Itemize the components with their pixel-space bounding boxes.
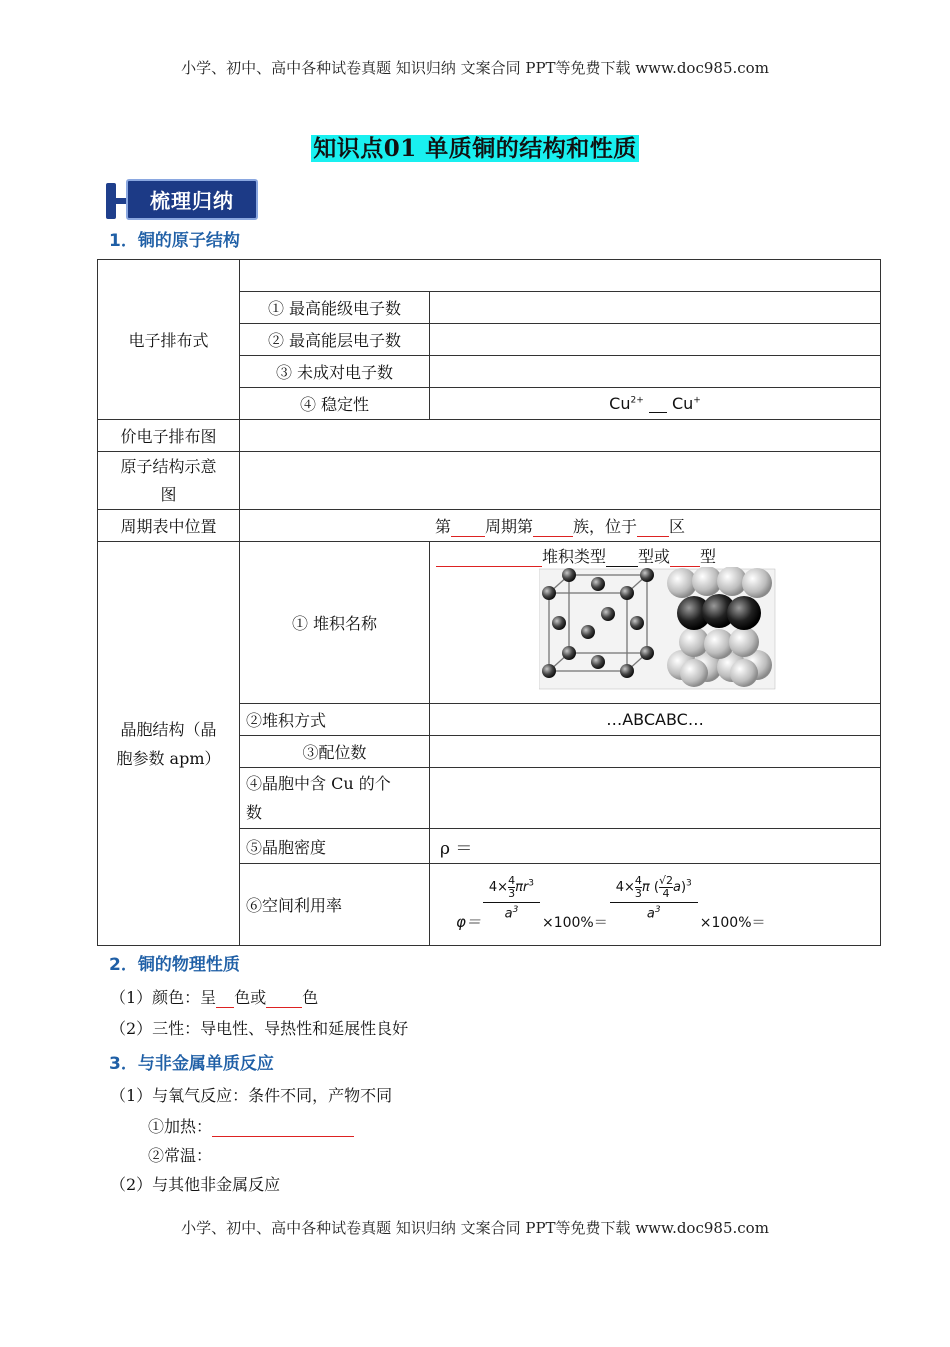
crystal-structure-label: 晶胞结构（晶 胞参数 apm） [98, 542, 240, 946]
unpaired-label: ③ 未成对电子数 [240, 356, 430, 388]
position-label: 周期表中位置 [98, 510, 240, 542]
page-footer: 小学、初中、高中各种试卷真题 知识归纳 文案合同 PPT等免费下载 www.doc985.com [181, 1219, 769, 1237]
highest-shell-value [430, 324, 881, 356]
three-properties-line: （2）三性：导电性、导热性和延展性良好 [110, 1019, 409, 1038]
cu-count-label: ④晶胞中含 Cu 的个 数 [240, 768, 430, 829]
stack-mode-label: ②堆积方式 [240, 704, 430, 736]
section2-heading: 2．铜的物理性质 [109, 955, 240, 975]
badge-label: 梳理归纳 [126, 179, 258, 220]
atomic-structure-table [97, 259, 881, 946]
position-value: 第 周期第 族，位于 区 [240, 510, 881, 542]
section-badge [106, 179, 258, 222]
density-value: ρ ＝ [430, 829, 881, 864]
cu-count-value [430, 768, 881, 829]
other-nonmetal-line: （2）与其他非金属反应 [110, 1175, 281, 1194]
density-label: ⑤晶胞密度 [240, 829, 430, 864]
highest-shell-label: ② 最高能层电子数 [240, 324, 430, 356]
coordination-label: ③配位数 [240, 736, 430, 768]
valence-diagram-label: 价电子排布图 [98, 420, 240, 452]
title-text: 知识点01 单质铜的结构和性质 [313, 135, 637, 162]
highest-sublevel-label: ① 最高能级电子数 [240, 292, 430, 324]
page-header: 小学、初中、高中各种试卷真题 知识归纳 文案合同 PPT等免费下载 www.doc985.com [181, 59, 769, 77]
atomic-structure-value [240, 452, 881, 510]
electron-config-value [240, 260, 881, 292]
highest-sublevel-value [430, 292, 881, 324]
unpaired-value [430, 356, 881, 388]
stack-mode-value: …ABCABC… [430, 704, 881, 736]
electron-config-label: 电子排布式 [98, 260, 240, 420]
stability-value: $Cu^{2+}$ Cu+ [430, 388, 881, 420]
space-utilization-value: φ＝ 4× $\frac{4}{3}$ $\pi r^3$ $a^3$ ×100%＝ 4× $\frac{4}{3}$ π ( $\frac{√2}{4}$ a)$^3$ $a^3$ ×100%＝ [430, 864, 881, 946]
coordination-value [430, 736, 881, 768]
atomic-structure-label: 原子结构示意 图 [98, 452, 240, 510]
space-utilization-label: ⑥空间利用率 [240, 864, 430, 946]
fcc-unit-cell-figure [539, 567, 779, 691]
normal-temp-line: ②常温： [148, 1146, 213, 1165]
section3-heading: 3．与非金属单质反应 [109, 1054, 274, 1074]
heating-line: ①加热： [148, 1114, 354, 1137]
oxygen-reaction-line: （1）与氧气反应：条件不同，产物不同 [110, 1086, 393, 1105]
page-title [0, 130, 950, 163]
stability-label: ④ 稳定性 [240, 388, 430, 420]
stack-name-value: 堆积类型 型或 型 [430, 542, 881, 704]
stack-name-label: ① 堆积名称 [240, 542, 430, 704]
section1-heading: 1．铜的原子结构 [109, 231, 240, 251]
color-line: （1）颜色：呈 色或 色 [110, 988, 319, 1007]
valence-diagram-value [240, 420, 881, 452]
